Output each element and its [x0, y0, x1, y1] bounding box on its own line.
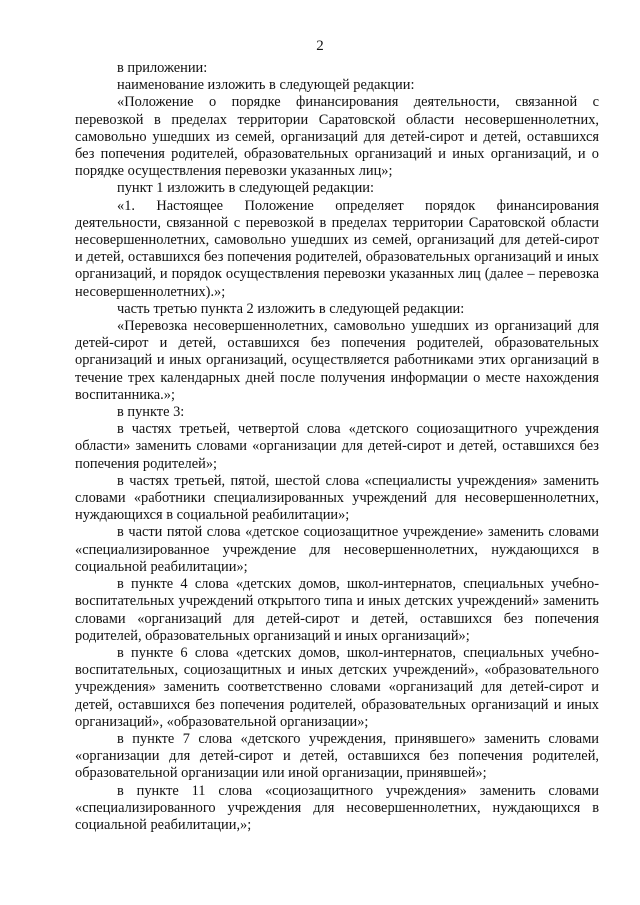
- paragraph: «Положение о порядке финансирования деятельности, связанной с перевозкой в пределах территории Саратовской области несовершеннолетних, самовольно ушедших из семей, организаций для детей-сирот и детей, оставшихся без попечения родителей, образовательных организаций и иных организаций, и о порядке осуществления перевозки указанных лиц»;: [75, 94, 599, 180]
- paragraph: в пункте 11 слова «социозащитного учреждения» заменить словами «специализированного учреждения для несовершеннолетних, нуждающихся в социальной реабилитации,»;: [75, 782, 599, 833]
- document-body: [75, 60, 599, 834]
- paragraph: «1. Настоящее Положение определяет порядок финансирования деятельности, связанной с перевозкой в пределах территории Саратовской области несовершеннолетних, самовольно ушедших из семей, организаций для детей-сирот и детей, оставшихся без попечения родителей, образовательных организаций и иных организаций, и порядок осуществления перевозки указанных лиц (далее – перевозка несовершеннолетних).»;: [75, 197, 599, 300]
- paragraph: в приложении:: [117, 60, 208, 76]
- paragraph: в пункте 4 слова «детских домов, школ-интернатов, специальных учебно-воспитательных учреждений открытого типа и иных детских учреждений» заменить словами «организаций для детей-сирот и детей, оставшихся без попечения родителей, образовательных организаций и иных организаций»;: [75, 576, 599, 644]
- paragraph: часть третью пункта 2 изложить в следующей редакции:: [117, 300, 465, 317]
- paragraph: наименование изложить в следующей редакции:: [117, 77, 415, 94]
- paragraph: в частях третьей, пятой, шестой слова «специалисты учреждения» заменить словами «работники специализированных учреждений для несовершеннолетних, нуждающихся в социальной реабилитации»;: [75, 472, 599, 524]
- paragraph: в частях третьей, четвертой слова «детского социозащитного учреждения области» заменить словами «организации для детей-сирот и детей, оставшихся без попечения родителей»;: [75, 421, 599, 472]
- paragraph: в пункте 3:: [117, 404, 185, 421]
- paragraph: в пункте 6 слова «детских домов, школ-интернатов, специальных учебно-воспитательных, социозащитных и иных детских учреждений», «образовательного учреждения» заменить соответственно словами «организаций для детей-сирот и детей, оставшихся без попечения родителей, образовательных организаций и иных организаций», «образовательной организации»;: [75, 644, 599, 730]
- paragraph: «Перевозка несовершеннолетних, самовольно ушедших из организаций для детей-сирот и детей, оставшихся без попечения родителей, образовательных организаций и иных организаций, осуществляется работниками этих организаций в течение трех календарных дней после получения информации о месте нахождения воспитанника.»;: [75, 318, 599, 403]
- paragraph: в пункте 7 слова «детского учреждения, принявшего» заменить словами «организации для детей-сирот и детей, оставшихся без попечения родителей, образовательной организации или иной организации, принявшей»;: [75, 730, 599, 782]
- page-number: 2: [316, 38, 324, 54]
- paragraph: в части пятой слова «детское социозащитное учреждение» заменить словами «специализированное учреждение для несовершеннолетних, нуждающихся в социальной реабилитации»;: [75, 524, 599, 575]
- paragraph: пункт 1 изложить в следующей редакции:: [117, 180, 374, 197]
